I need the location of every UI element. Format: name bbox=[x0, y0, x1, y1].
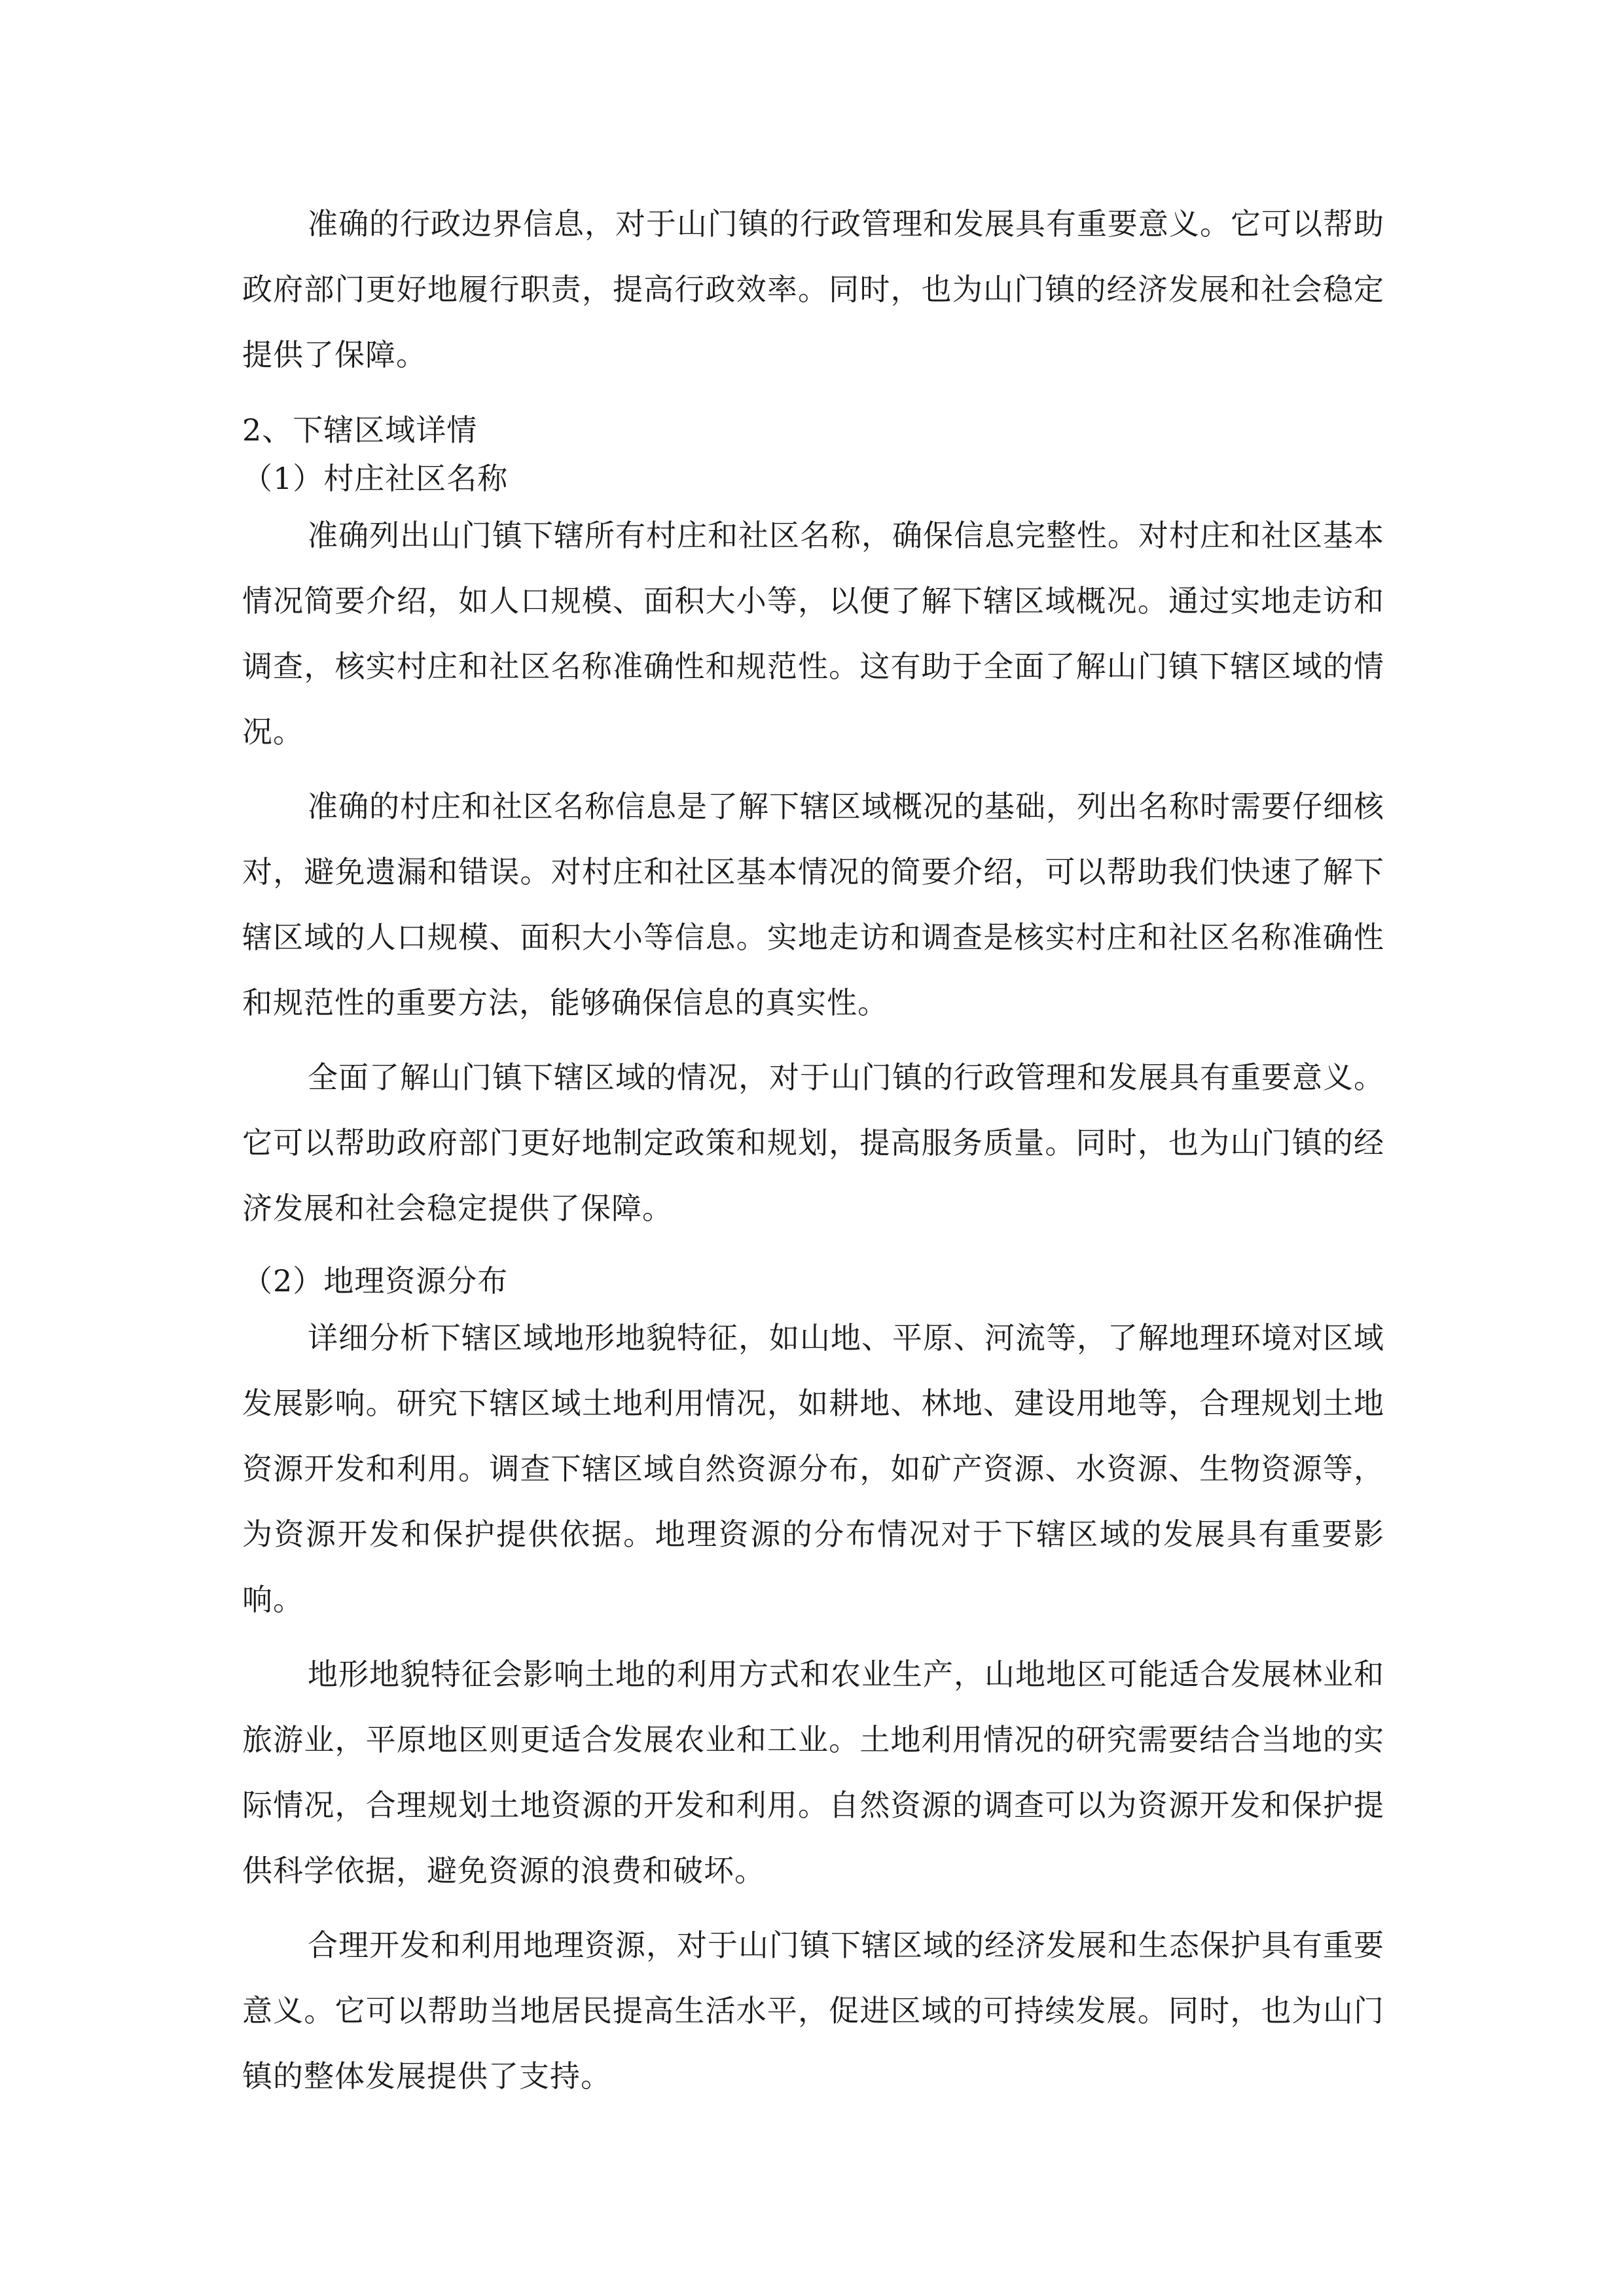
subsection-heading: （1）村庄社区名称 bbox=[242, 461, 509, 496]
paragraph: 合理开发和利用地理资源，对于山门镇下辖区域的经济发展和生态保护具有重要意义。它可以帮助当地居民提高生活水平，促进区域的可持续发展。同时，也为山门镇的整体发展提供了支持。 bbox=[242, 1928, 1384, 2094]
section-heading: 2、下辖区域详情 bbox=[242, 412, 478, 448]
subsection-heading: （2）地理资源分布 bbox=[242, 1263, 509, 1299]
paragraph: 准确的村庄和社区名称信息是了解下辖区域概况的基础，列出名称时需要仔细核对，避免遗漏和错误。对村庄和社区基本情况的简要介绍，可以帮助我们快速了解下辖区域的人口规模、面积大小等信息。实地走访和调查是核实村庄和社区名称准确性和规范性的重要方法，能够确保信息的真实性。 bbox=[242, 789, 1384, 1020]
paragraph-intro: 准确的行政边界信息，对于山门镇的行政管理和发展具有重要意义。它可以帮助政府部门更好地履行职责，提高行政效率。同时，也为山门镇的经济发展和社会稳定提供了保障。 bbox=[242, 206, 1384, 372]
paragraph: 地形地貌特征会影响土地的利用方式和农业生产，山地地区可能适合发展林业和旅游业，平原地区则更适合发展农业和工业。土地利用情况的研究需要结合当地的实际情况，合理规划土地资源的开发和利用。自然资源的调查可以为资源开发和保护提供科学依据，避免资源的浪费和破坏。 bbox=[242, 1657, 1384, 1888]
paragraph: 准确列出山门镇下辖所有村庄和社区名称，确保信息完整性。对村庄和社区基本情况简要介绍，如人口规模、面积大小等，以便了解下辖区域概况。通过实地走访和调查，核实村庄和社区名称准确性和规范性。这有助于全面了解山门镇下辖区域的情况。 bbox=[242, 518, 1384, 749]
paragraph: 详细分析下辖区域地形地貌特征，如山地、平原、河流等，了解地理环境对区域发展影响。研究下辖区域土地利用情况，如耕地、林地、建设用地等，合理规划土地资源开发和利用。调查下辖区域自然资源分布，如矿产资源、水资源、生物资源等，为资源开发和保护提供依据。地理资源的分布情况对于下辖区域的发展具有重要影响。 bbox=[242, 1320, 1384, 1617]
paragraph: 全面了解山门镇下辖区域的情况，对于山门镇的行政管理和发展具有重要意义。它可以帮助政府部门更好地制定政策和规划，提高服务质量。同时，也为山门镇的经济发展和社会稳定提供了保障。 bbox=[242, 1060, 1384, 1226]
document-body bbox=[242, 191, 1384, 2109]
